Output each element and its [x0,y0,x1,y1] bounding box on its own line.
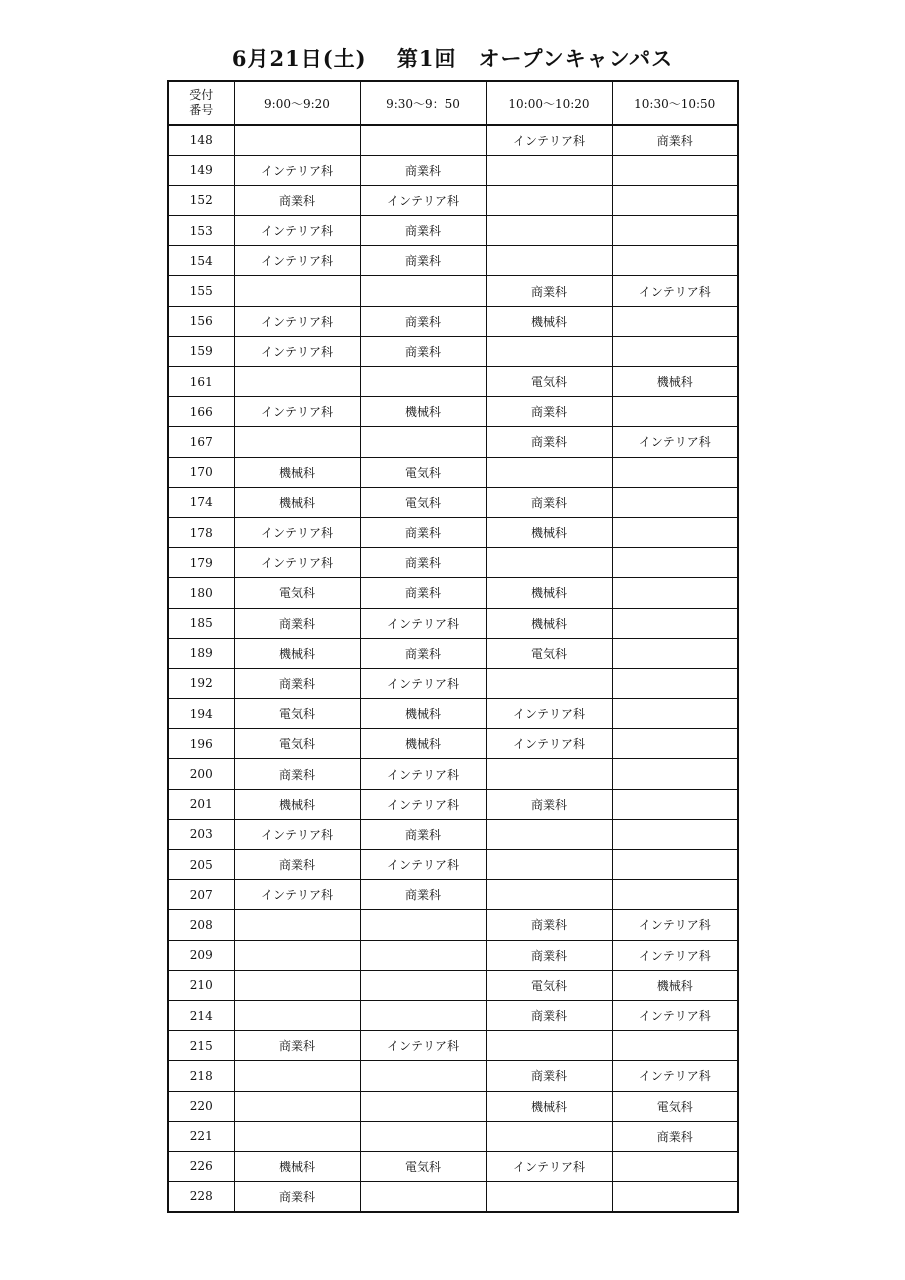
slot-1-cell: 機械科 [234,487,360,517]
slot-3-cell [486,457,612,487]
slot-2-cell: 商業科 [360,819,486,849]
slot-1-cell: インテリア科 [234,397,360,427]
slot-3-cell: 機械科 [486,306,612,336]
slot-3-cell: 商業科 [486,276,612,306]
slot-2-cell: 商業科 [360,155,486,185]
slot-1-cell: インテリア科 [234,246,360,276]
slot-3-cell: 機械科 [486,578,612,608]
slot-1-cell [234,276,360,306]
slot-1-cell [234,125,360,155]
reception-number-cell: 208 [168,910,234,940]
reception-number-cell: 205 [168,850,234,880]
slot-4-cell [612,850,738,880]
header-row [168,81,738,125]
table-row [168,1182,738,1212]
slot-4-cell [612,216,738,246]
slot-3-cell [486,1031,612,1061]
slot-3-cell [486,185,612,215]
slot-3-cell: 商業科 [486,397,612,427]
slot-1-cell: 商業科 [234,185,360,215]
reception-number-cell: 174 [168,487,234,517]
reception-number-cell: 148 [168,125,234,155]
slot-3-cell: 商業科 [486,1061,612,1091]
slot-4-cell: 電気科 [612,1091,738,1121]
slot-3-cell [486,668,612,698]
slot-2-cell [360,367,486,397]
slot-2-cell [360,1000,486,1030]
reception-number-cell: 167 [168,427,234,457]
reception-number-cell: 200 [168,759,234,789]
slot-2-cell [360,1121,486,1151]
slot-1-cell [234,970,360,1000]
reception-number-cell: 180 [168,578,234,608]
slot-4-cell: インテリア科 [612,940,738,970]
table-row [168,185,738,215]
slot-2-cell: 商業科 [360,336,486,366]
slot-2-cell: 機械科 [360,729,486,759]
slot-1-cell: 商業科 [234,1031,360,1061]
slot-3-cell: 電気科 [486,638,612,668]
slot-4-cell: 商業科 [612,1121,738,1151]
slot-2-cell [360,1061,486,1091]
table-row [168,216,738,246]
slot-2-cell [360,1091,486,1121]
reception-number-cell: 226 [168,1151,234,1181]
reception-number-cell: 203 [168,819,234,849]
table-row [168,336,738,366]
reception-number-cell: 207 [168,880,234,910]
reception-number-cell: 220 [168,1091,234,1121]
slot-4-cell: 機械科 [612,970,738,1000]
header-slot-2: 9:30～9：50 [360,81,486,125]
reception-number-cell: 192 [168,668,234,698]
table-row [168,578,738,608]
slot-2-cell: 商業科 [360,517,486,547]
slot-2-cell: 商業科 [360,306,486,336]
slot-1-cell: インテリア科 [234,306,360,336]
table-row [168,789,738,819]
slot-4-cell [612,1182,738,1212]
slot-3-cell: 機械科 [486,517,612,547]
slot-1-cell [234,367,360,397]
slot-2-cell [360,970,486,1000]
slot-4-cell [612,668,738,698]
slot-1-cell: 機械科 [234,789,360,819]
slot-4-cell [612,517,738,547]
slot-1-cell: 商業科 [234,850,360,880]
table-row [168,1031,738,1061]
slot-3-cell [486,880,612,910]
table-row [168,517,738,547]
header-slot-1: 9:00～9:20 [234,81,360,125]
reception-number-cell: 218 [168,1061,234,1091]
slot-1-cell: インテリア科 [234,517,360,547]
slot-1-cell: 商業科 [234,608,360,638]
table-row [168,1000,738,1030]
slot-4-cell [612,487,738,517]
slot-2-cell: インテリア科 [360,1031,486,1061]
slot-4-cell [612,1151,738,1181]
slot-4-cell [612,155,738,185]
slot-2-cell: 電気科 [360,1151,486,1181]
reception-number-cell: 179 [168,548,234,578]
reception-number-cell: 214 [168,1000,234,1030]
slot-1-cell [234,940,360,970]
table-row [168,759,738,789]
slot-2-cell [360,427,486,457]
slot-4-cell [612,789,738,819]
slot-4-cell [612,1031,738,1061]
slot-3-cell [486,246,612,276]
table-row [168,427,738,457]
reception-number-cell: 221 [168,1121,234,1151]
reception-number-cell: 153 [168,216,234,246]
header-slot-3: 10:00～10:20 [486,81,612,125]
reception-number-cell: 170 [168,457,234,487]
reception-number-cell: 215 [168,1031,234,1061]
slot-2-cell: 商業科 [360,880,486,910]
slot-3-cell: 機械科 [486,1091,612,1121]
header-slot-4: 10:30～10:50 [612,81,738,125]
slot-3-cell [486,1182,612,1212]
slot-3-cell [486,819,612,849]
slot-2-cell: 機械科 [360,397,486,427]
slot-2-cell: 機械科 [360,699,486,729]
table-row [168,276,738,306]
slot-4-cell: インテリア科 [612,910,738,940]
slot-3-cell: 電気科 [486,367,612,397]
slot-3-cell [486,336,612,366]
reception-number-cell: 154 [168,246,234,276]
slot-3-cell: 商業科 [486,487,612,517]
table-row [168,608,738,638]
slot-4-cell [612,759,738,789]
slot-2-cell: 商業科 [360,246,486,276]
slot-4-cell [612,608,738,638]
slot-3-cell: 電気科 [486,970,612,1000]
slot-1-cell: 電気科 [234,699,360,729]
table-row [168,940,738,970]
slot-4-cell [612,729,738,759]
slot-4-cell: インテリア科 [612,276,738,306]
table-row [168,397,738,427]
slot-3-cell: 商業科 [486,427,612,457]
table-body [168,125,738,1212]
table-row [168,1121,738,1151]
slot-4-cell [612,397,738,427]
header-reception-number: 受付 番号 [168,81,234,125]
slot-4-cell [612,457,738,487]
slot-1-cell: インテリア科 [234,216,360,246]
slot-4-cell [612,548,738,578]
slot-2-cell: インテリア科 [360,759,486,789]
reception-number-cell: 201 [168,789,234,819]
slot-2-cell: インテリア科 [360,789,486,819]
slot-3-cell [486,216,612,246]
slot-3-cell: 商業科 [486,940,612,970]
slot-2-cell: インテリア科 [360,608,486,638]
slot-1-cell: インテリア科 [234,819,360,849]
slot-2-cell: インテリア科 [360,668,486,698]
slot-1-cell: 商業科 [234,668,360,698]
table-row [168,1091,738,1121]
table-row [168,155,738,185]
slot-4-cell [612,246,738,276]
slot-2-cell: 商業科 [360,548,486,578]
slot-1-cell: インテリア科 [234,880,360,910]
table-row [168,668,738,698]
slot-1-cell: インテリア科 [234,548,360,578]
slot-2-cell [360,1182,486,1212]
reception-number-cell: 194 [168,699,234,729]
slot-3-cell [486,759,612,789]
slot-1-cell: 商業科 [234,1182,360,1212]
slot-1-cell [234,1061,360,1091]
slot-4-cell: インテリア科 [612,1000,738,1030]
slot-2-cell: 電気科 [360,487,486,517]
slot-1-cell: インテリア科 [234,155,360,185]
slot-1-cell [234,1121,360,1151]
table-row [168,850,738,880]
slot-4-cell [612,880,738,910]
reception-number-cell: 185 [168,608,234,638]
slot-4-cell: 商業科 [612,125,738,155]
table-row [168,638,738,668]
slot-2-cell [360,276,486,306]
reception-number-cell: 159 [168,336,234,366]
slot-4-cell [612,638,738,668]
slot-3-cell [486,155,612,185]
slot-3-cell: インテリア科 [486,729,612,759]
table-row [168,246,738,276]
slot-4-cell [612,578,738,608]
slot-1-cell: インテリア科 [234,336,360,366]
slot-2-cell: 商業科 [360,638,486,668]
slot-3-cell: 機械科 [486,608,612,638]
slot-3-cell: 商業科 [486,910,612,940]
reception-number-cell: 209 [168,940,234,970]
slot-2-cell: 電気科 [360,457,486,487]
slot-1-cell [234,910,360,940]
slot-4-cell: インテリア科 [612,1061,738,1091]
slot-2-cell: インテリア科 [360,185,486,215]
slot-3-cell: インテリア科 [486,125,612,155]
table-row [168,819,738,849]
slot-2-cell [360,940,486,970]
page-title: 6月21日(土) 第1回 オープンキャンパス [231,46,674,71]
table-row [168,487,738,517]
slot-3-cell [486,850,612,880]
slot-4-cell [612,306,738,336]
reception-number-cell: 189 [168,638,234,668]
reception-number-cell: 155 [168,276,234,306]
slot-2-cell: 商業科 [360,578,486,608]
reception-number-cell: 152 [168,185,234,215]
table-row [168,699,738,729]
reception-number-cell: 196 [168,729,234,759]
slot-3-cell [486,1121,612,1151]
slot-1-cell: 商業科 [234,759,360,789]
slot-2-cell: 商業科 [360,216,486,246]
reception-number-cell: 166 [168,397,234,427]
schedule-table [167,80,739,1213]
reception-number-cell: 156 [168,306,234,336]
slot-2-cell [360,125,486,155]
slot-1-cell: 機械科 [234,457,360,487]
slot-1-cell [234,1091,360,1121]
reception-number-cell: 178 [168,517,234,547]
slot-1-cell [234,427,360,457]
slot-1-cell: 電気科 [234,729,360,759]
slot-4-cell [612,185,738,215]
slot-1-cell: 機械科 [234,1151,360,1181]
slot-4-cell [612,699,738,729]
slot-3-cell: インテリア科 [486,699,612,729]
slot-1-cell: 電気科 [234,578,360,608]
reception-number-cell: 210 [168,970,234,1000]
slot-4-cell [612,819,738,849]
table-row [168,729,738,759]
table-row [168,880,738,910]
table-row [168,125,738,155]
table-row [168,1061,738,1091]
table-row [168,367,738,397]
table-row [168,548,738,578]
table-row [168,970,738,1000]
reception-number-cell: 149 [168,155,234,185]
table-row [168,910,738,940]
table-row [168,457,738,487]
reception-number-cell: 161 [168,367,234,397]
slot-4-cell: インテリア科 [612,427,738,457]
slot-3-cell: インテリア科 [486,1151,612,1181]
slot-4-cell: 機械科 [612,367,738,397]
slot-1-cell: 機械科 [234,638,360,668]
reception-number-cell: 228 [168,1182,234,1212]
slot-1-cell [234,1000,360,1030]
slot-2-cell: インテリア科 [360,850,486,880]
table-row [168,306,738,336]
slot-2-cell [360,910,486,940]
slot-3-cell: 商業科 [486,789,612,819]
slot-3-cell: 商業科 [486,1000,612,1030]
table-row [168,1151,738,1181]
slot-4-cell [612,336,738,366]
slot-3-cell [486,548,612,578]
